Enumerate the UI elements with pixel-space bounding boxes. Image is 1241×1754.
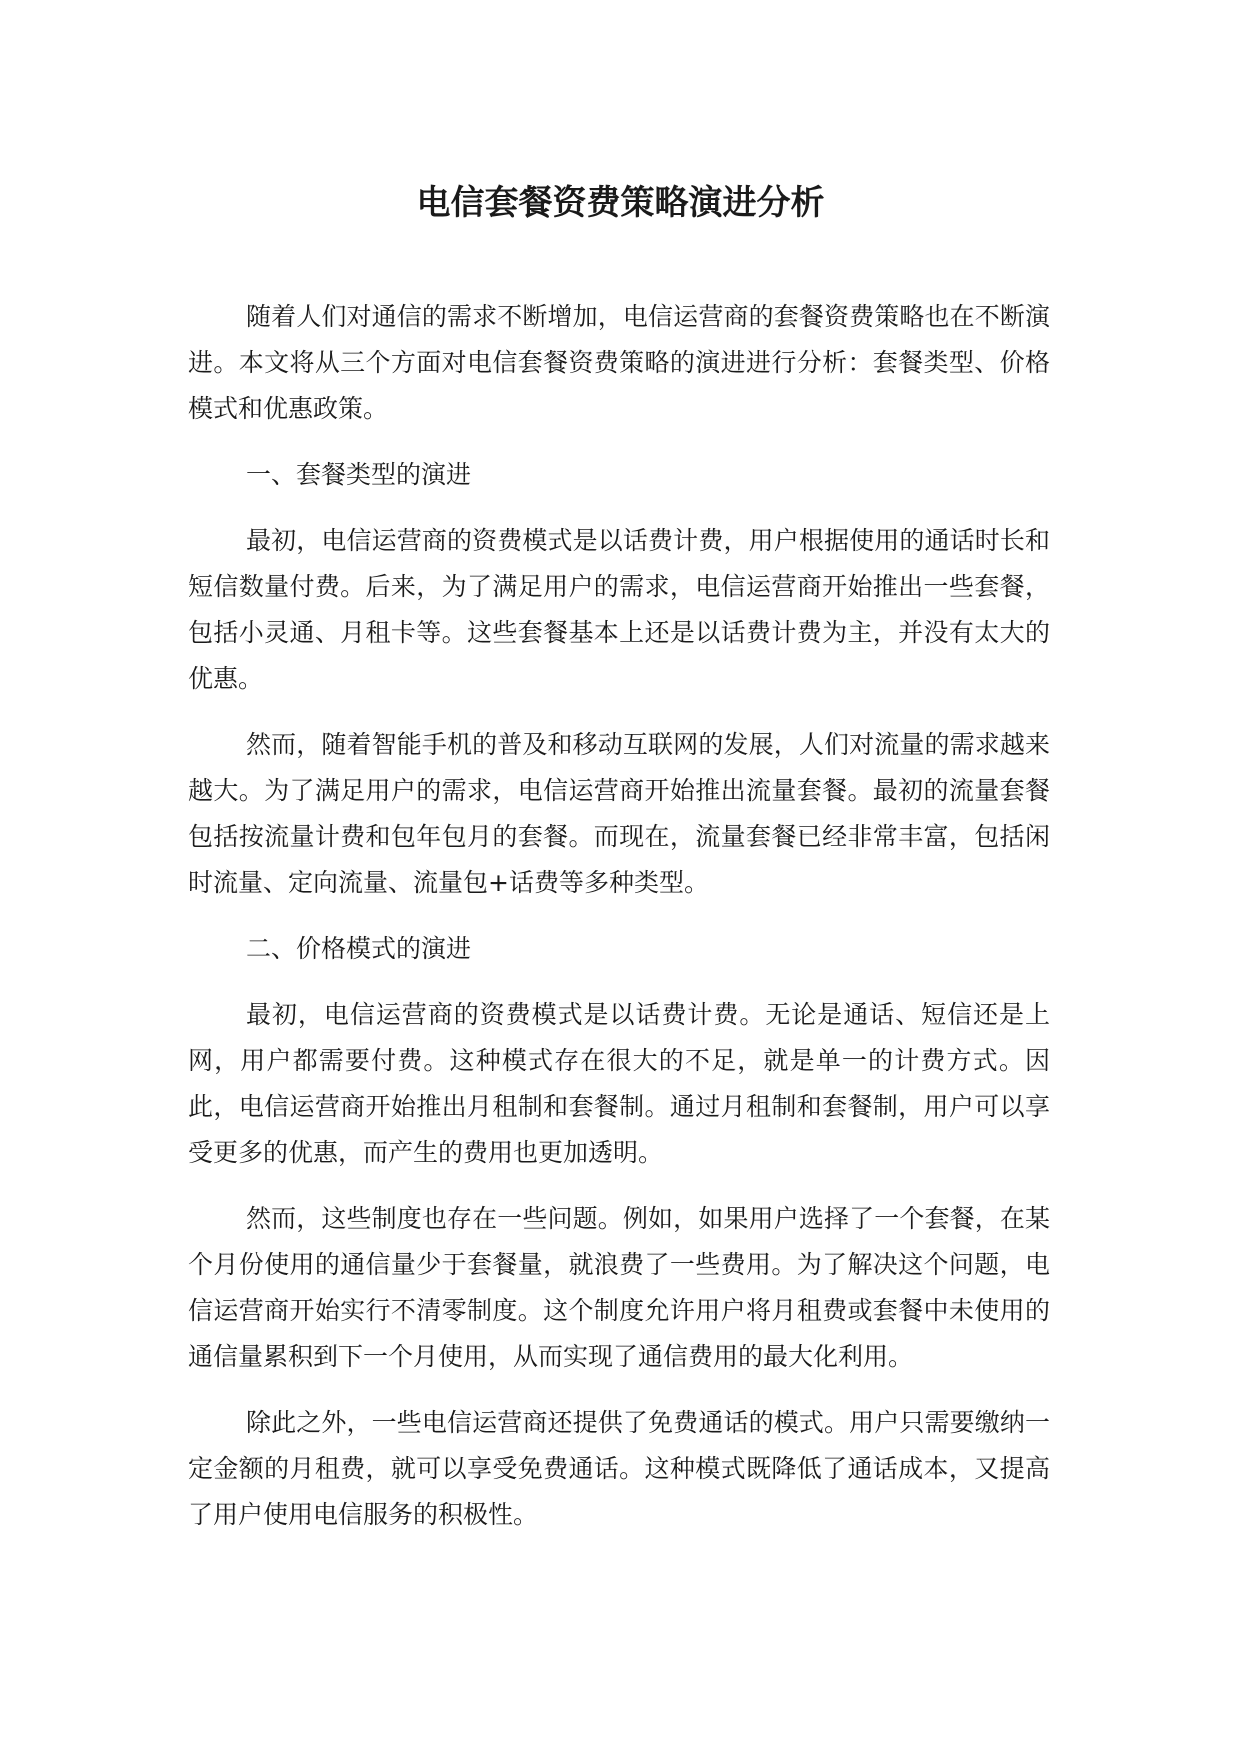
document-title: 电信套餐资费策略演进分析 bbox=[416, 183, 825, 223]
body-paragraph: 最初，电信运营商的资费模式是以话费计费，用户根据使用的通话时长和短信数量付费。后来，为了满足用户的需求，电信运营商开始推出一些套餐，包括小灵通、月租卡等。这些套餐基本上还是以话费计费为主，并没有太大的优惠。 bbox=[188, 526, 1050, 693]
section-heading-price-models: 二、价格模式的演进 bbox=[246, 934, 472, 963]
body-paragraph: 然而，这些制度也存在一些问题。例如，如果用户选择了一个套餐，在某个月份使用的通信量少于套餐量，就浪费了一些费用。为了解决这个问题，电信运营商开始实行不清零制度。这个制度允许用户将月租费或套餐中未使用的通信量累积到下一个月使用，从而实现了通信费用的最大化利用。 bbox=[188, 1204, 1050, 1371]
document-body bbox=[188, 294, 1050, 1558]
section-heading-package-types: 一、套餐类型的演进 bbox=[246, 460, 472, 489]
body-paragraph: 除此之外，一些电信运营商还提供了免费通话的模式。用户只需要缴纳一定金额的月租费，就可以享受免费通话。这种模式既降低了通话成本，又提高了用户使用电信服务的积极性。 bbox=[188, 1408, 1050, 1529]
body-paragraph: 最初，电信运营商的资费模式是以话费计费。无论是通话、短信还是上网，用户都需要付费。这种模式存在很大的不足，就是单一的计费方式。因此，电信运营商开始推出月租制和套餐制。通过月租制和套餐制，用户可以享受更多的优惠，而产生的费用也更加透明。 bbox=[188, 1000, 1050, 1167]
intro-paragraph: 随着人们对通信的需求不断增加，电信运营商的套餐资费策略也在不断演进。本文将从三个方面对电信套餐资费策略的演进进行分析：套餐类型、价格模式和优惠政策。 bbox=[188, 302, 1050, 423]
body-paragraph: 然而，随着智能手机的普及和移动互联网的发展，人们对流量的需求越来越大。为了满足用户的需求，电信运营商开始推出流量套餐。最初的流量套餐包括按流量计费和包年包月的套餐。而现在，流量套餐已经非常丰富，包括闲时流量、定向流量、流量包+话费等多种类型。 bbox=[188, 730, 1050, 897]
